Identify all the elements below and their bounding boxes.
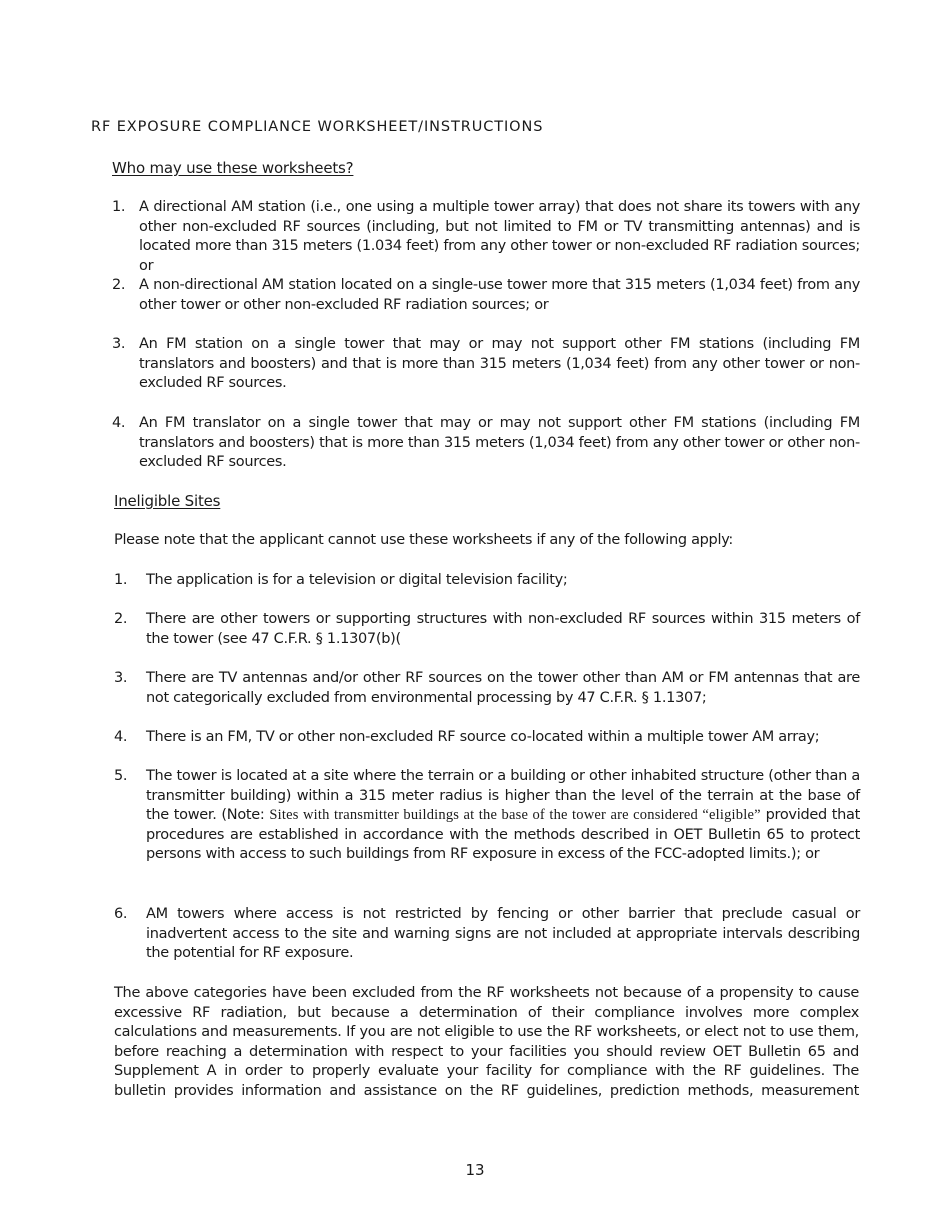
ineligible-item-2 (114, 610, 860, 650)
ineligible-item-1 (114, 571, 860, 591)
list-number: 5. (114, 768, 128, 784)
list-text: There are TV antennas and/or other RF sources on the tower other than AM or FM antennas that are not categorically excluded from environmental processing by 47 C.F.R. § 1.1307; (146, 670, 860, 706)
list-text: The application is for a television or digital television facility; (146, 572, 568, 588)
closing-line: Supplement A in order to properly evaluate your facility for compliance with the RF guidelines. The (114, 1063, 859, 1079)
list-number: 1. (112, 199, 126, 215)
eligible-item-1 (112, 198, 860, 274)
ineligible-sites-heading: Ineligible Sites (114, 492, 221, 510)
list-text: AM towers where access is not restricted by fencing or other barrier that preclude casual or inadvertent access to the site and warning signs are not included at appropriate intervals describing the potential for RF exposure. (146, 906, 860, 961)
list-text: There are other towers or supporting structures with non-excluded RF sources within 315 meters of the tower (see 47 C.F.R. § 1.1307(b)( (146, 611, 860, 647)
list-number: 6. (114, 906, 128, 922)
closing-line: bulletin provides information and assistance on the RF guidelines, prediction methods, measurement (114, 1083, 859, 1099)
list-text: An FM translator on a single tower that may or may not support other FM stations (including FM translators and boosters) that is more than 315 meters (1,034 feet) from any other tower or other non-excluded RF sources. (139, 415, 860, 470)
closing-line: before reaching a determination with respect to your facilities you should review OET Bulletin 65 and (114, 1044, 859, 1060)
list-number: 3. (112, 336, 126, 352)
closing-line: excessive RF radiation, but because a determination of their compliance involves more complex (114, 1005, 859, 1021)
closing-line: calculations and measurements. If you are not eligible to use the RF worksheets, or elect not to use them, (114, 1024, 859, 1040)
list-number: 1. (114, 572, 128, 588)
list-number: 4. (112, 415, 126, 431)
list-text: An FM station on a single tower that may or may not support other FM stations (including FM translators and boosters) and that is more than 315 meters (1,034 feet) from any other tower or non-excluded RF sources. (139, 336, 860, 391)
list-text (146, 767, 860, 865)
list-text: There is an FM, TV or other non-excluded RF source co-located within a multiple tower AM array; (146, 729, 820, 745)
ineligible-item-3 (114, 669, 860, 709)
list-number: 3. (114, 670, 128, 686)
ineligible-item-5 (114, 767, 860, 885)
closing-line: The above categories have been excluded from the RF worksheets not because of a propensity to cause (114, 985, 859, 1001)
ineligible-item-4 (114, 728, 860, 748)
list-text-part: The tower is located at a site where the terrain or a building or other inhabited structure (other than a transmitter building) within a 315 meter radius is higher than the level of the terrain at the base of the tower. (Note: (146, 768, 860, 823)
document-title: RF EXPOSURE COMPLIANCE WORKSHEET/INSTRUCTIONS (91, 119, 544, 135)
eligible-item-2 (112, 276, 860, 316)
list-number: 2. (114, 611, 128, 627)
page-number: 13 (465, 1161, 485, 1179)
list-text-part: provided that procedures are established in accordance with the methods described in OET Bulletin 65 to protect persons with access to such buildings from RF exposure in excess of the FCC-adopted limits.); or (146, 807, 860, 862)
note-serif-text: Sites with transmitter buildings at the base of the tower are considered “eligible” (269, 807, 761, 823)
eligible-item-4 (112, 414, 860, 474)
ineligible-item-6 (114, 905, 860, 965)
list-text: A directional AM station (i.e., one using a multiple tower array) that does not share its towers with any other non-excluded RF sources (including, but not limited to FM or TV transmitting antennas) and is located more than 315 meters (1.034 feet) from any other tower or non-excluded RF radiation sources; or (139, 199, 860, 274)
list-text: A non-directional AM station located on a single-use tower more that 315 meters (1,034 feet) from any other tower or other non-excluded RF radiation sources; or (139, 277, 860, 313)
who-may-use-heading: Who may use these worksheets? (112, 159, 354, 177)
ineligible-intro: Please note that the applicant cannot use these worksheets if any of the following apply: (114, 532, 734, 548)
eligible-item-3 (112, 335, 860, 395)
list-number: 4. (114, 729, 128, 745)
list-number: 2. (112, 277, 126, 293)
